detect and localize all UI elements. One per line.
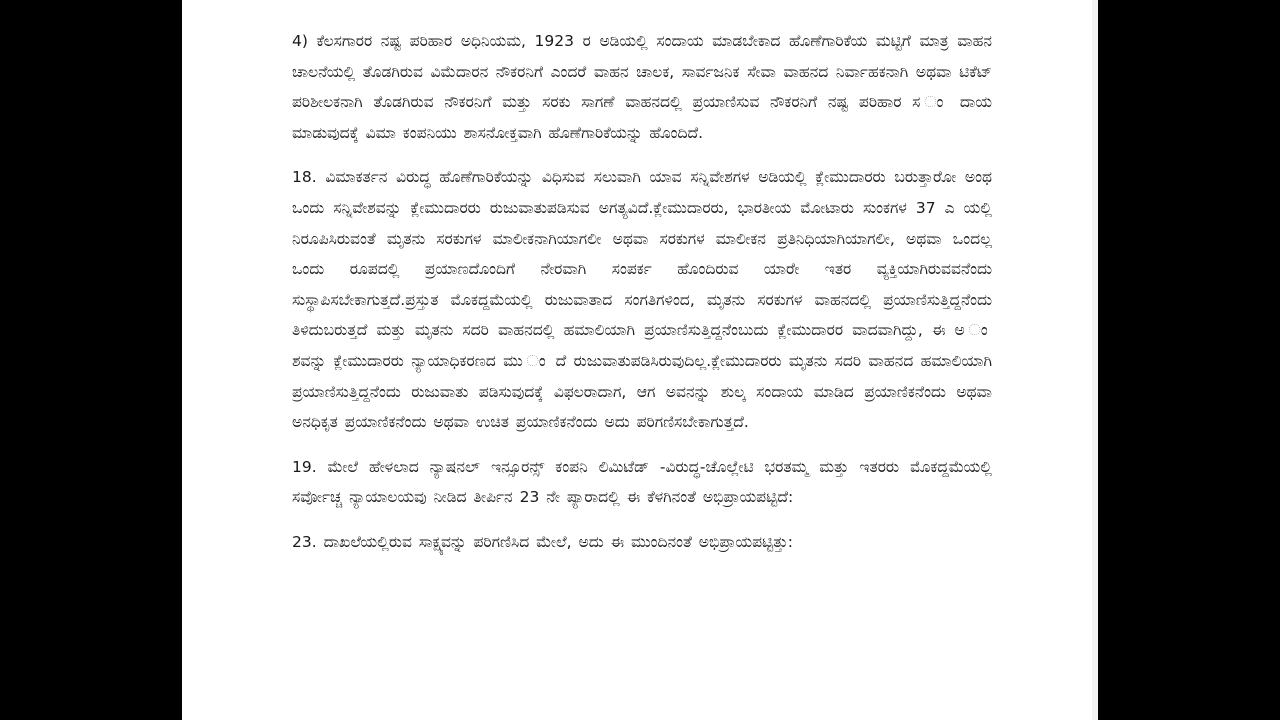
document-body — [292, 26, 992, 572]
document-page — [182, 0, 1098, 720]
paragraph-19: 19. ಮೇಲೆ ಹೇಳಲಾದ ನ್ಯಾಷನಲ್ ಇನ್ಸೂರನ್ಸ್ ಕಂಪನಿ ಲಿಮಿಟೆಡ್ -ವಿರುದ್ಧ-ಚೊಲ್ಲೇಟಿ ಭರತಮ್ಮ ಮತ್ತು ಇತರರು ಮೊಕದ್ದಮೆಯಲ್ಲಿ ಸರ್ವೋಚ್ಚ ನ್ಯಾಯಾಲಯವು ನೀಡಿದ ತೀರ್ಪಿನ 23 ನೇ ಪ್ಯಾರಾದಲ್ಲಿ ಈ ಕೆಳಗಿನಂತೆ ಅಭಿಪ್ರಾಯಪಟ್ಟಿದೆ: — [292, 457, 992, 507]
paragraph-23: 23. ದಾಖಲೆಯಲ್ಲಿರುವ ಸಾಕ್ಷ್ಯವನ್ನು ಪರಿಗಣಿಸಿದ ಮೇಲೆ, ಅದು ಈ ಮುಂದಿನಂತೆ ಅಭಿಪ್ರಾಯಪಟ್ಟಿತ್ತು: — [292, 532, 793, 551]
scroll-edge — [1092, 0, 1098, 720]
paragraph-18: 18. ವಿಮಾಕರ್ತನ ವಿರುದ್ಧ ಹೊಣೆಗಾರಿಕೆಯನ್ನು ವಿಧಿಸುವ ಸಲುವಾಗಿ ಯಾವ ಸನ್ನಿವೇಶಗಳ ಅಡಿಯಲ್ಲಿ ಕ್ಲೇಮುದಾರರು ಬರುತ್ತಾರೋ ಅಂಥ ಒಂದು ಸನ್ನಿವೇಶವನ್ನು ಕ್ಲೇಮುದಾರರು ರುಜುವಾತುಪಡಿಸುವ ಅಗತ್ಯವಿದೆ.ಕ್ಲೇಮುದಾರರು, ಭಾರತೀಯ ಮೋಟಾರು ಸುಂಕಗಳ 37 ಎ ಯಲ್ಲಿ ನಿರೂಪಿಸಿರುವಂತೆ ಮೃತನು ಸರಕುಗಳ ಮಾಲೀಕನಾಗಿಯಾಗಲೀ ಅಥವಾ ಸರಕುಗಳ ಮಾಲೀಕನ ಪ್ರತಿನಿಧಿಯಾಗಿಯಾಗಲೀ, ಅಥವಾ ಒಂದಲ್ಲ ಒಂದು ರೂಪದಲ್ಲಿ ಪ್ರಯಾಣದೊಂದಿಗೆ ನೇರವಾಗಿ ಸಂಪರ್ಕ ಹೊಂದಿರುವ ಯಾರೇ ಇತರ ವ್ಯಕ್ತಿಯಾಗಿರುವವನೆಂದು ಸುಸ್ಥಾಪಿಸಬೇಕಾಗುತ್ತದೆ.ಪ್ರಸ್ತುತ ಮೊಕದ್ದಮೆಯಲ್ಲಿ ರುಜುವಾತಾದ ಸಂಗತಿಗಳಿಂದ, ಮೃತನು ಸರಕುಗಳ ವಾಹನದಲ್ಲಿ ಪ್ರಯಾಣಿಸುತ್ತಿದ್ದನೆಂದು ತಿಳಿದುಬರುತ್ತದೆ ಮತ್ತು ಮೃತನು ಸದರಿ ವಾಹನದಲ್ಲಿ ಹಮಾಲಿಯಾಗಿ ಪ್ರಯಾಣಿಸುತ್ತಿದ್ದನೆಂಬುದು ಕ್ಲೇಮುದಾರರ ವಾದವಾಗಿದ್ದು, ಈ ಅ ಂ ಶವನ್ನು ಕ್ಲೇಮುದಾರರು ನ್ಯಾಯಾಧಿಕರಣದ ಮು ಂ ದೆ ರುಜುವಾತುಪಡಿಸಿರುವುದಿಲ್ಲ.ಕ್ಲೇಮುದಾರರು ಮೃತನು ಸದರಿ ವಾಹನದ ಹಮಾಲಿಯಾಗಿ ಪ್ರಯಾಣಿಸುತ್ತಿದ್ದನೆಂದು ರುಜುವಾತು ಪಡಿಸುವುದಕ್ಕೆ ವಿಫಲರಾದಾಗ, ಆಗ ಅವನನ್ನು ಶುಲ್ಕ ಸಂದಾಯ ಮಾಡಿದ ಪ್ರಯಾಣಿಕನೆಂದು ಅಥವಾ ಅನಧಿಕೃತ ಪ್ರಯಾಣಿಕನೆಂದು ಅಥವಾ ಉಚಿತ ಪ್ರಯಾಣಿಕನೆಂದು ಅದು ಪರಿಗಣಿಸಬೇಕಾಗುತ್ತದೆ. — [292, 168, 992, 432]
paragraph-clause-4: 4) ಕೆಲಸಗಾರರ ನಷ್ಟ ಪರಿಹಾರ ಅಧಿನಿಯಮ, 1923 ರ ಅಡಿಯಲ್ಲಿ ಸಂದಾಯ ಮಾಡಬೇಕಾದ ಹೊಣೆಗಾರಿಕೆಯ ಮಟ್ಟಿಗೆ ಮಾತ್ರ ವಾಹನ ಚಾಲನೆಯಲ್ಲಿ ತೊಡಗಿರುವ ವಿಮೆದಾರನ ನೌಕರನಿಗೆ ಎಂದರೆ ವಾಹನ ಚಾಲಕ, ಸಾರ್ವಜನಿಕ ಸೇವಾ ವಾಹನದ ನಿರ್ವಾಹಕನಾಗಿ ಅಥವಾ ಟಿಕೆಟ್ ಪರಿಶೀಲಕನಾಗಿ ತೊಡಗಿರುವ ನೌಕರನಿಗೆ ಮತ್ತು ಸರಕು ಸಾಗಣೆ ವಾಹನದಲ್ಲಿ ಪ್ರಯಾಣಿಸುವ ನೌಕರನಿಗೆ ನಷ್ಟ ಪರಿಹಾರ ಸ ಂ ದಾಯ ಮಾಡುವುದಕ್ಕೆ ವಿಮಾ ಕಂಪನಿಯು ಶಾಸನೋಕ್ತವಾಗಿ ಹೊಣೆಗಾರಿಕೆಯನ್ನು ಹೊಂದಿದೆ. — [292, 32, 992, 142]
